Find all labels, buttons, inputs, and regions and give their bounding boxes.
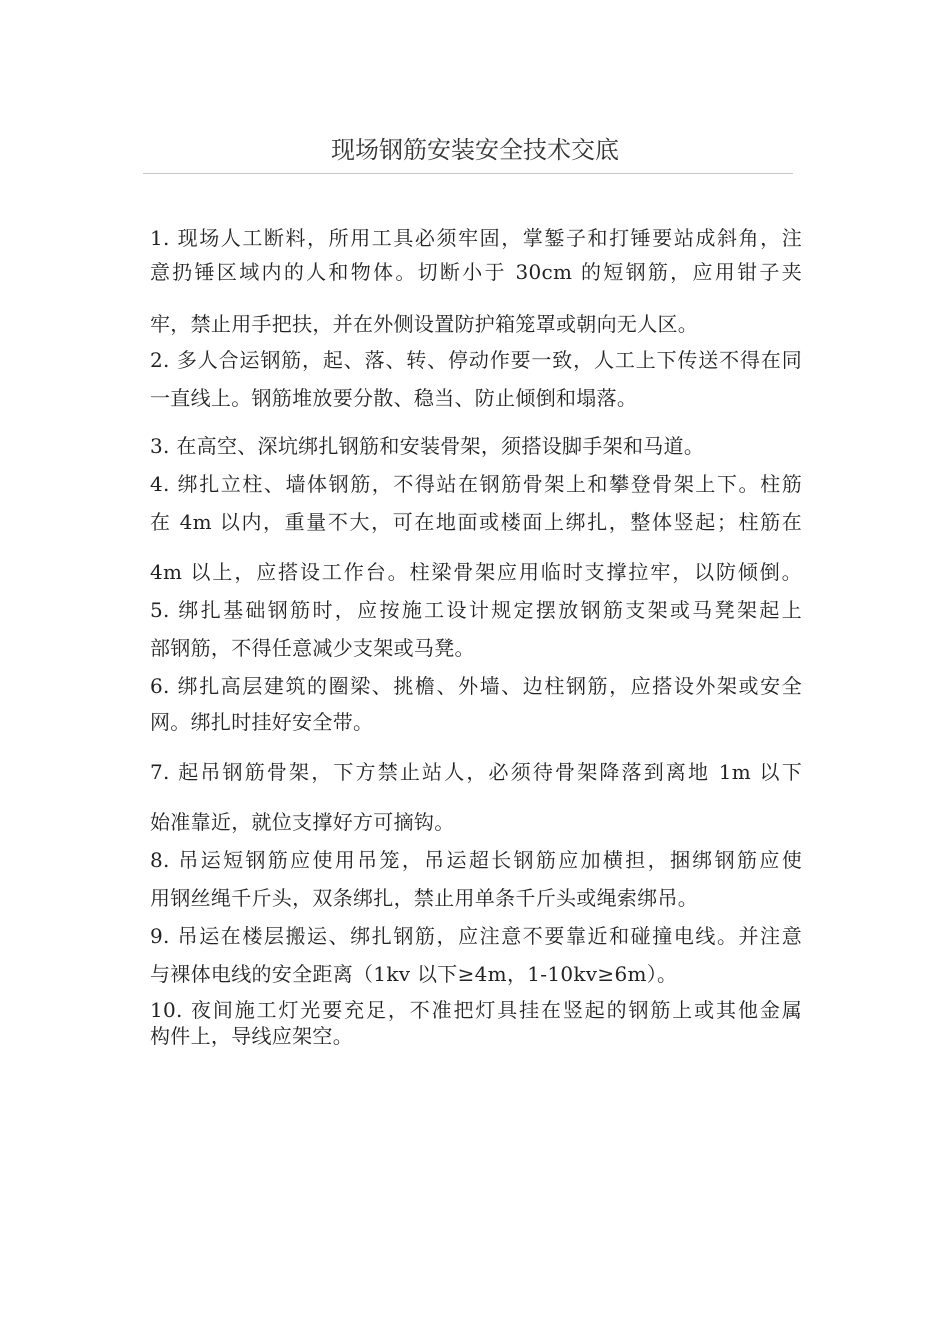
text-line: 网。绑扎时挂好安全带。 [150, 710, 374, 734]
text-line: 牢，禁止用手把扶，并在外侧设置防护箱笼罩或朝向无人区。 [150, 312, 699, 336]
text-line: 构件上，导线应架空。 [150, 1024, 353, 1048]
text-line: 在 4m 以内，重量不大，可在地面或楼面上绑扎，整体竖起；柱筋在 [150, 510, 802, 534]
text-line: 1. 现场人工断料，所用工具必须牢固，掌錾子和打锤要站成斜角，注 [150, 226, 802, 250]
title-divider [143, 173, 793, 174]
text-line: 4m 以上，应搭设工作台。柱梁骨架应用临时支撑拉牢，以防倾倒。 [150, 560, 802, 584]
text-line: 2. 多人合运钢筋，起、落、转、停动作要一致，人工上下传送不得在同 [150, 348, 802, 372]
text-line: 7. 起吊钢筋骨架，下方禁止站人，必须待骨架降落到离地 1m 以下 [150, 760, 802, 784]
text-line: 3. 在高空、深坑绑扎钢筋和安装骨架，须搭设脚手架和马道。 [150, 434, 705, 458]
text-line: 4. 绑扎立柱、墙体钢筋，不得站在钢筋骨架上和攀登骨架上下。柱筋 [150, 472, 802, 496]
text-line: 意扔锤区域内的人和物体。切断小于 30cm 的短钢筋，应用钳子夹 [150, 260, 802, 284]
text-line: 部钢筋，不得任意减少支架或马凳。 [150, 636, 475, 660]
text-line: 10. 夜间施工灯光要充足，不准把灯具挂在竖起的钢筋上或其他金属 [150, 998, 802, 1022]
text-line: 始准靠近，就位支撑好方可摘钩。 [150, 810, 455, 834]
document-title: 现场钢筋安装安全技术交底 [331, 136, 619, 164]
text-line: 与裸体电线的安全距离（1kv 以下≥4m，1-10kv≥6m）。 [150, 962, 678, 986]
text-line: 用钢丝绳千斤头，双条绑扎，禁止用单条千斤头或绳索绑吊。 [150, 886, 699, 910]
text-line: 6. 绑扎高层建筑的圈梁、挑檐、外墙、边柱钢筋，应搭设外架或安全 [150, 674, 802, 698]
text-line: 9. 吊运在楼层搬运、绑扎钢筋，应注意不要靠近和碰撞电线。并注意 [150, 924, 802, 948]
text-line: 一直线上。钢筋堆放要分散、稳当、防止倾倒和塌落。 [150, 386, 638, 410]
text-line: 5. 绑扎基础钢筋时，应按施工设计规定摆放钢筋支架或马凳架起上 [150, 598, 802, 622]
text-line: 8. 吊运短钢筋应使用吊笼，吊运超长钢筋应加横担，捆绑钢筋应使 [150, 848, 802, 872]
